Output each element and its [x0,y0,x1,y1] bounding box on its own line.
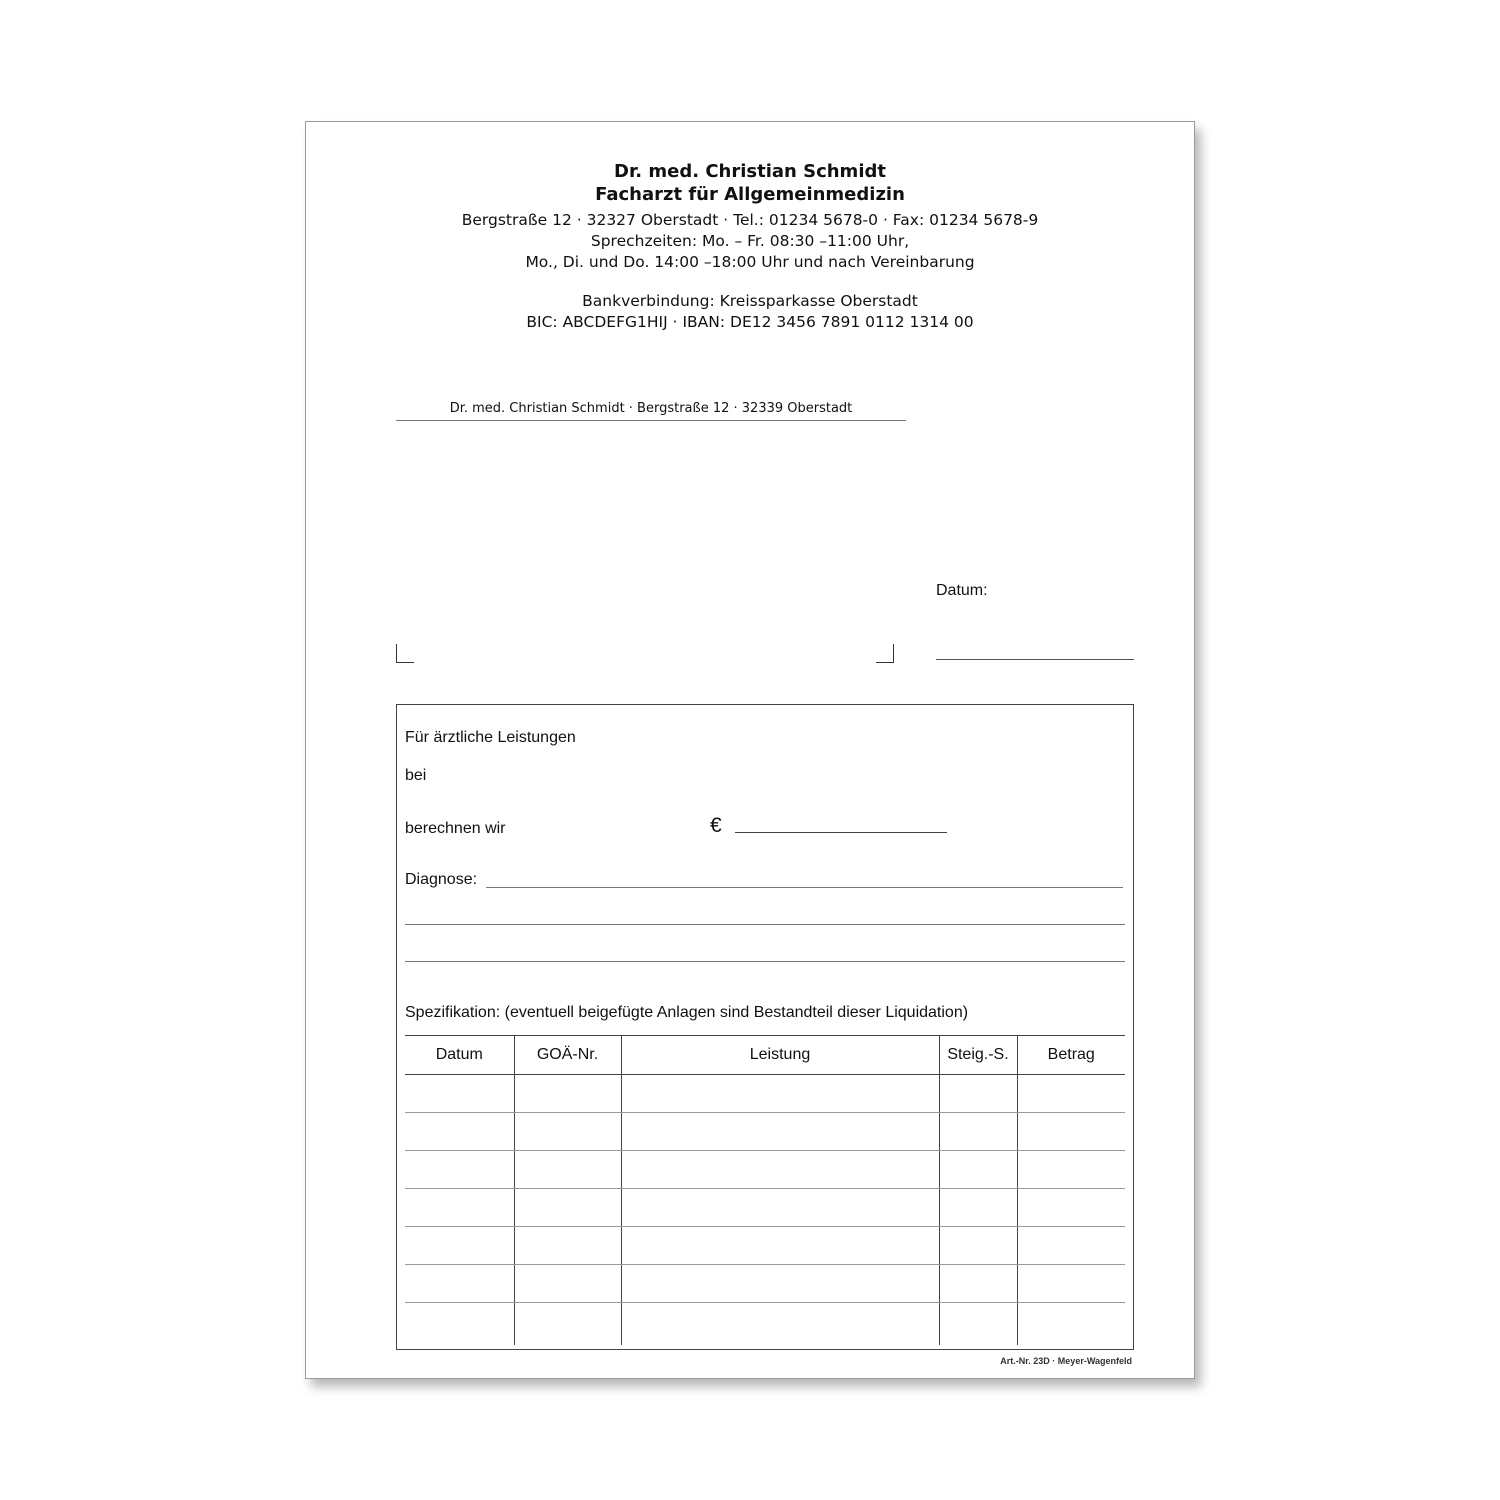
diagnose-line-3[interactable] [405,961,1125,962]
table-cell[interactable] [621,1227,939,1265]
table-row [405,1151,1125,1189]
diagnose-line-2[interactable] [405,924,1125,925]
table-body [405,1075,1125,1346]
office-hours-line-1: Sprechzeiten: Mo. – Fr. 08:30 –11:00 Uhr, [590,232,910,250]
table-cell[interactable] [405,1151,514,1189]
table-cell[interactable] [514,1265,621,1303]
article-number: Art.-Nr. 23D · Meyer-Wagenfeld [1000,1356,1132,1366]
table-cell[interactable] [1017,1075,1125,1113]
table-cell[interactable] [621,1189,939,1227]
column-header-goae-nr: GOÄ-Nr. [514,1036,621,1075]
column-header-steigerungssatz: Steig.-S. [939,1036,1017,1075]
table-cell[interactable] [514,1151,621,1189]
table-cell[interactable] [1017,1151,1125,1189]
euro-sign: € [710,814,722,837]
services-label: Für ärztliche Leistungen [405,729,576,746]
table-cell[interactable] [939,1227,1017,1265]
date-field-line[interactable] [936,659,1134,660]
date-label: Datum: [936,582,988,599]
table-cell[interactable] [939,1151,1017,1189]
spec-label: Spezifikation: (eventuell beigefügte Anlagen sind Bestandteil dieser Liquidation) [405,1004,969,1021]
table-cell[interactable] [621,1075,939,1113]
column-header-leistung: Leistung [621,1036,939,1075]
diagnose-line-1[interactable] [486,887,1123,888]
column-header-datum: Datum [405,1036,514,1075]
table-cell[interactable] [405,1303,514,1346]
table-cell[interactable] [1017,1303,1125,1346]
table-cell[interactable] [1017,1265,1125,1303]
diagnose-label: Diagnose: [405,871,478,888]
table-cell[interactable] [514,1189,621,1227]
table-cell[interactable] [1017,1227,1125,1265]
table-row [405,1303,1125,1346]
sender-return-address: Dr. med. Christian Schmidt · Bergstraße 12 · 32339 Oberstadt [449,401,853,416]
address-window-corner-right [876,644,894,663]
table-row [405,1265,1125,1303]
table-cell[interactable] [514,1113,621,1151]
table-row [405,1075,1125,1113]
table-cell[interactable] [939,1303,1017,1346]
specification-table [405,1035,1125,1345]
table-cell[interactable] [1017,1113,1125,1151]
table-header-row [405,1036,1125,1075]
sender-divider [396,420,906,421]
table-cell[interactable] [939,1113,1017,1151]
table-cell[interactable] [621,1265,939,1303]
table-cell[interactable] [939,1075,1017,1113]
bank-line: Bankverbindung: Kreissparkasse Oberstadt [582,292,918,310]
table-cell[interactable] [939,1265,1017,1303]
table-cell[interactable] [1017,1189,1125,1227]
table-cell[interactable] [514,1303,621,1346]
berechnen-label: berechnen wir [405,820,506,837]
table-cell[interactable] [405,1227,514,1265]
table-cell[interactable] [621,1151,939,1189]
table-cell[interactable] [514,1227,621,1265]
bei-label: bei [405,767,427,784]
bic-iban-line: BIC: ABCDEFG1HIJ · IBAN: DE12 3456 7891 0112 1314 00 [526,313,974,331]
table-cell[interactable] [405,1265,514,1303]
table-cell[interactable] [621,1113,939,1151]
table-cell[interactable] [939,1189,1017,1227]
table-cell[interactable] [405,1075,514,1113]
invoice-sheet [305,121,1195,1379]
doctor-name: Dr. med. Christian Schmidt [614,161,886,182]
table-cell[interactable] [405,1189,514,1227]
column-header-betrag: Betrag [1017,1036,1125,1075]
table-row [405,1227,1125,1265]
amount-field-line[interactable] [735,832,947,833]
table-cell[interactable] [621,1303,939,1346]
address-line: Bergstraße 12 · 32327 Oberstadt · Tel.: 01234 5678-0 · Fax: 01234 5678-9 [461,211,1039,229]
table-cell[interactable] [514,1075,621,1113]
billing-form-box [396,704,1134,1350]
office-hours-line-2: Mo., Di. und Do. 14:00 –18:00 Uhr und nach Vereinbarung [525,253,975,271]
table-row [405,1113,1125,1151]
doctor-specialty: Facharzt für Allgemeinmedizin [595,184,905,205]
table-row [405,1189,1125,1227]
address-window-corner-left [396,644,414,663]
table-cell[interactable] [405,1113,514,1151]
